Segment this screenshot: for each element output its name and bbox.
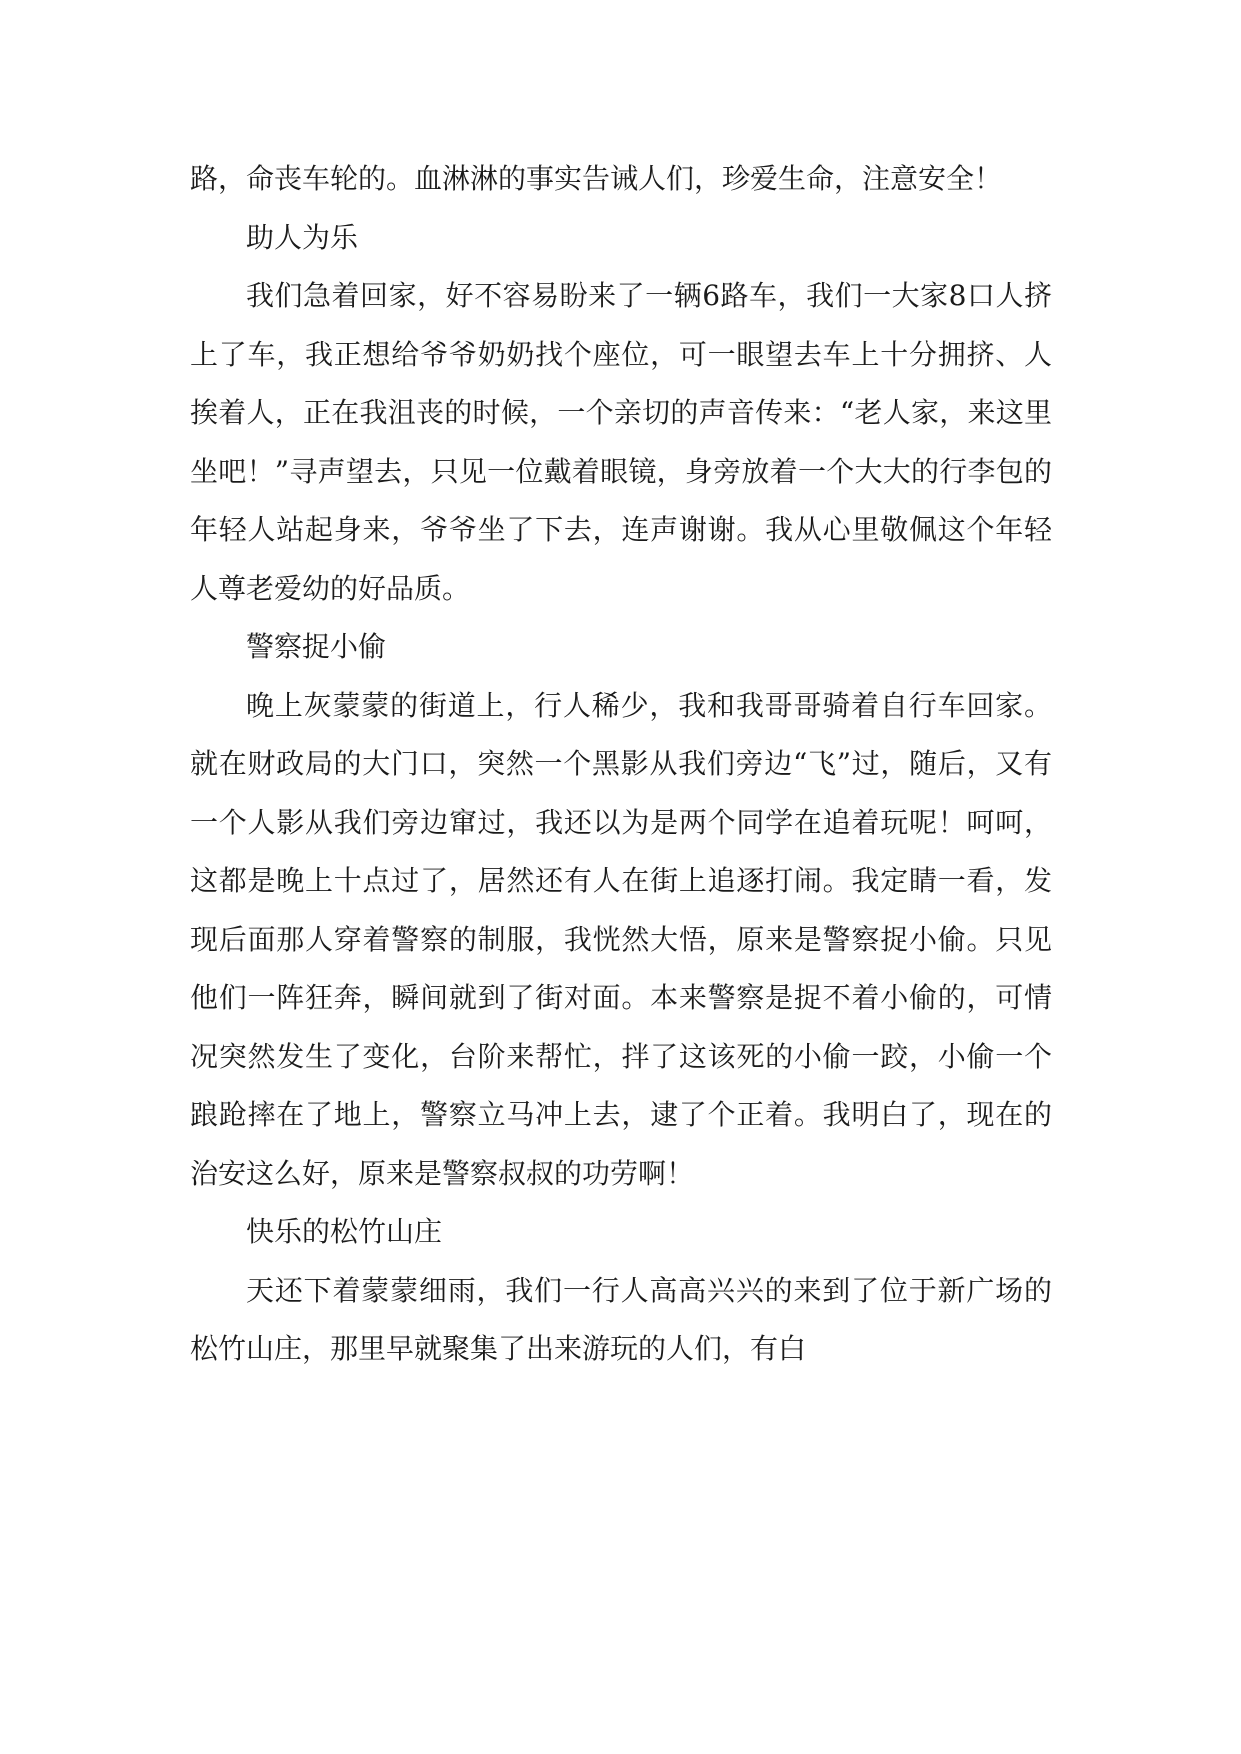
section-heading-helping-others: 助人为乐 bbox=[246, 220, 359, 254]
paragraph-songzhu-villa: 天还下着蒙蒙细雨，我们一行人高高兴兴的来到了位于新广场的松竹山庄，那里早就聚集了出来游玩的人们，有白 bbox=[190, 1273, 1052, 1365]
paragraph-continuation: 路，命丧车轮的。血淋淋的事实告诫人们，珍爱生命，注意安全！ bbox=[190, 162, 1003, 195]
section-heading-songzhu-villa: 快乐的松竹山庄 bbox=[246, 1215, 443, 1248]
document-body bbox=[190, 150, 1052, 1379]
paragraph-police-catch-thief: 晚上灰蒙蒙的街道上，行人稀少，我和我哥哥骑着自行车回家。就在财政局的大门口，突然一个黑影从我们旁边“飞”过，随后，又有一个人影从我们旁边窜过，我还以为是两个同学在追着玩呢！呵呵，这都是晚上十点过了，居然还有人在街上追逐打闹。我定睛一看，发现后面那人穿着警察的制服，我恍然大悟，原来是警察捉小偷。只见他们一阵狂奔，瞬间就到了街对面。本来警察是捉不着小偷的，可情况突然发生了变化，台阶来帮忙，拌了这该死的小偷一跤，小偷一个踉跄摔在了地上，警察立马冲上去，逮了个正着。我明白了，现在的治安这么好，原来是警察叔叔的功劳啊！ bbox=[190, 688, 1052, 1190]
paragraph-helping-others: 我们急着回家，好不容易盼来了一辆6路车，我们一大家8口人挤上了车，我正想给爷爷奶奶找个座位，可一眼望去车上十分拥挤、人挨着人，正在我沮丧的时候，一个亲切的声音传来：“老人家，来这里坐吧！”寻声望去，只见一位戴着眼镜，身旁放着一个大大的行李包的年轻人站起身来，爷爷坐了下去，连声谢谢。我从心里敬佩这个年轻人尊老爱幼的好品质。 bbox=[190, 279, 1052, 605]
section-heading-police-catch-thief: 警察捉小偷 bbox=[246, 630, 387, 663]
